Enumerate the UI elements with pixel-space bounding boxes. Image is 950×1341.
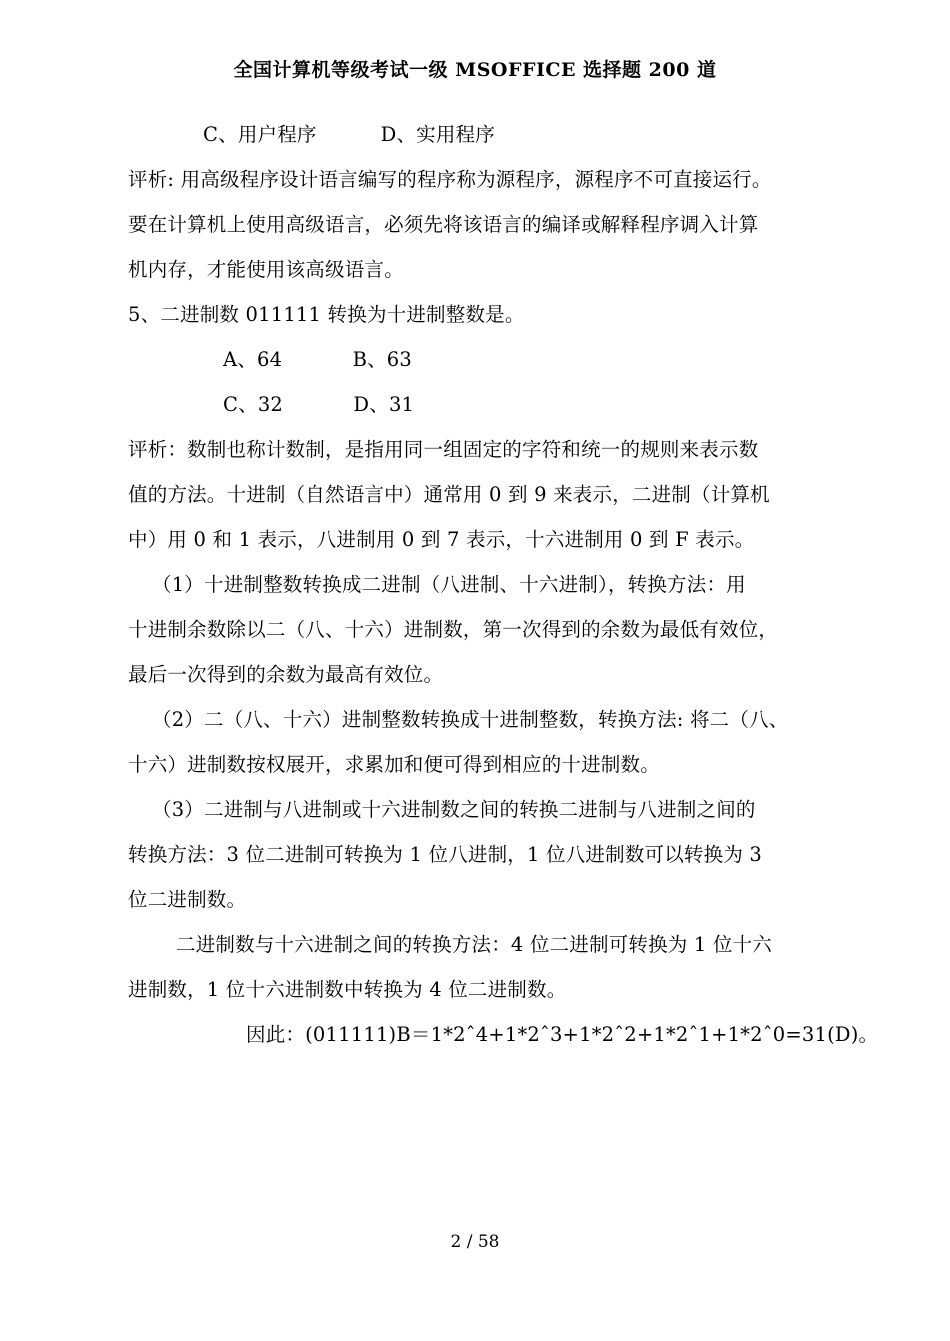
text-line: 因此：(011111)B＝1*2ˆ4+1*2ˆ3+1*2ˆ2+1*2ˆ1+1*2ˆ0=31(D)。 <box>246 1023 879 1046</box>
text-line: 5、二进制数 011111 转换为十进制整数是。 <box>128 303 525 326</box>
text-line: 中）用 0 和 1 表示，八进制用 0 到 7 表示，十六进制用 0 到 F 表示。 <box>128 528 755 551</box>
text-line: （1）十进制整数转换成二进制（八进制、十六进制），转换方法：用 <box>152 573 746 596</box>
text-line: 评析: 用高级程序设计语言编写的程序称为源程序，源程序不可直接运行。 <box>128 168 772 191</box>
text-line: C、32 D、31 <box>223 393 415 416</box>
text-line: 最后一次得到的余数为最高有效位。 <box>128 663 444 686</box>
text-line: （3）二进制与八进制或十六进制数之间的转换二进制与八进制之间的 <box>152 798 756 821</box>
text-line: 机内存，才能使用该高级语言。 <box>128 258 404 281</box>
text-line: 二进制数与十六进制之间的转换方法：4 位二进制可转换为 1 位十六 <box>176 933 773 956</box>
text-line: 进制数，1 位十六进制数中转换为 4 位二进制数。 <box>128 978 567 1001</box>
text-line: 十进制余数除以二（八、十六）进制数，第一次得到的余数为最低有效位， <box>128 618 779 641</box>
text-line: 位二进制数。 <box>128 888 247 911</box>
page-number-footer: 2 / 58 <box>450 1232 500 1252</box>
page-header-title: 全国计算机等级考试一级 MSOFFICE 选择题 200 道 <box>233 59 717 81</box>
text-line: 要在计算机上使用高级语言，必须先将该语言的编译或解释程序调入计算 <box>128 213 759 236</box>
text-line: C、用户程序 D、实用程序 <box>203 123 495 146</box>
text-line: 转换方法：3 位二进制可转换为 1 位八进制，1 位八进制数可以转换为 3 <box>128 843 763 866</box>
text-line: （2）二（八、十六）进制整数转换成十进制整数，转换方法: 将二（八、 <box>152 708 789 731</box>
text-line: 十六）进制数按权展开，求累加和便可得到相应的十进制数。 <box>128 753 660 776</box>
text-line: A、64 B、63 <box>223 348 413 371</box>
text-line: 评析：数制也称计数制，是指用同一组固定的字符和统一的规则来表示数 <box>128 438 759 461</box>
document-body <box>128 112 879 1057</box>
text-line: 值的方法。十进制（自然语言中）通常用 0 到 9 来表示，二进制（计算机 <box>128 483 770 506</box>
